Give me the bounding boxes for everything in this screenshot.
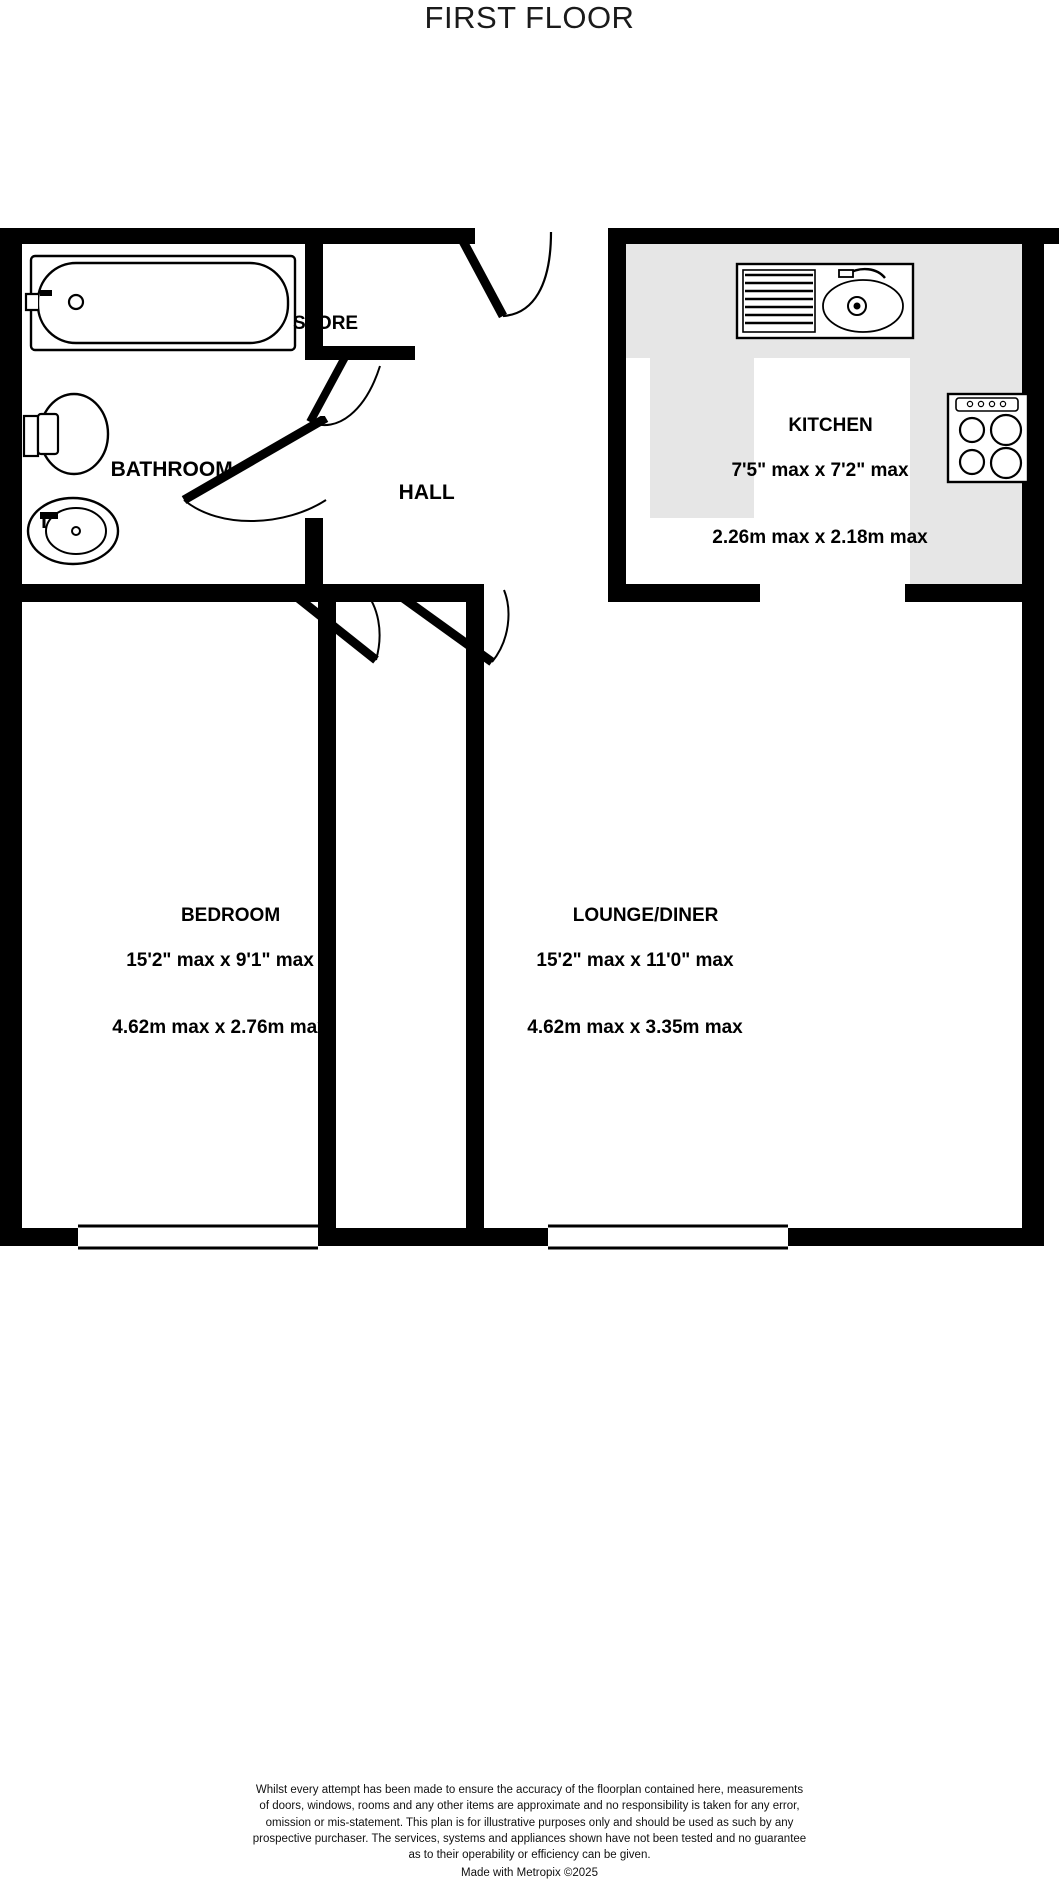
door-bedroom xyxy=(268,588,398,698)
room-dims-imperial-lounge: 15'2" max x 11'0" max xyxy=(536,950,734,972)
disclaimer-line-4: prospective purchaser. The services, systems and appliances shown have not been tested and no guarantee xyxy=(252,1832,807,1845)
room-dims-metric-bedroom: 4.62m max x 2.76m max xyxy=(112,1017,328,1039)
room-label-hall xyxy=(325,456,505,530)
room-dims-metric-lounge: 4.62m max x 3.35m max xyxy=(527,1017,743,1039)
room-label-store xyxy=(240,291,390,358)
disclaimer-line-3: omission or mis-statement. This plan is for illustrative purposes only and should be used as such by any xyxy=(265,1816,794,1829)
wall-right-exterior xyxy=(1022,228,1044,1246)
room-label-bathroom xyxy=(20,433,300,507)
wall-top-right xyxy=(608,228,1059,244)
room-dims-imperial-kitchen: 7'5" max x 7'2" max xyxy=(731,460,909,482)
room-dims-metric-kitchen: 2.26m max x 2.18m max xyxy=(712,527,928,549)
page-title: FIRST FLOOR xyxy=(424,0,635,35)
window-icon-lounge xyxy=(548,1222,788,1252)
wall-left-exterior xyxy=(0,228,22,1246)
room-name-hall: HALL xyxy=(398,480,455,504)
disclaimer-line-1: Whilst every attempt has been made to ensure the accuracy of the floorplan contained here, measurements xyxy=(255,1784,804,1796)
wall-hall-kitchen xyxy=(608,228,626,602)
disclaimer-line-2: of doors, windows, rooms and any other items are approximate and no responsibility is taken for any error, xyxy=(259,1800,800,1813)
room-name-store: STORE xyxy=(293,313,359,335)
kitchen-sink-icon xyxy=(735,260,915,342)
disclaimer-line-5: as to their operability or efficiency can be given. xyxy=(408,1849,651,1862)
room-name-lounge: LOUNGE/DINER xyxy=(572,905,719,927)
window-icon-bedroom xyxy=(78,1222,318,1252)
disclaimer xyxy=(0,1782,1059,1881)
room-label-lounge xyxy=(460,883,810,1085)
made-with-credit: Made with Metropix ©2025 xyxy=(461,1866,598,1879)
room-dims-imperial-bedroom: 15'2" max x 9'1" max xyxy=(126,950,314,972)
room-name-kitchen: KITCHEN xyxy=(788,415,873,437)
door-entrance xyxy=(455,228,585,348)
floorplan-canvas xyxy=(0,228,1059,1258)
room-name-bedroom: BEDROOM xyxy=(180,905,281,927)
room-label-bedroom xyxy=(50,883,390,1085)
room-name-bathroom: BATHROOM xyxy=(110,457,233,481)
door-lounge xyxy=(388,588,528,703)
room-label-kitchen xyxy=(660,393,980,595)
wall-top-left xyxy=(0,228,475,244)
